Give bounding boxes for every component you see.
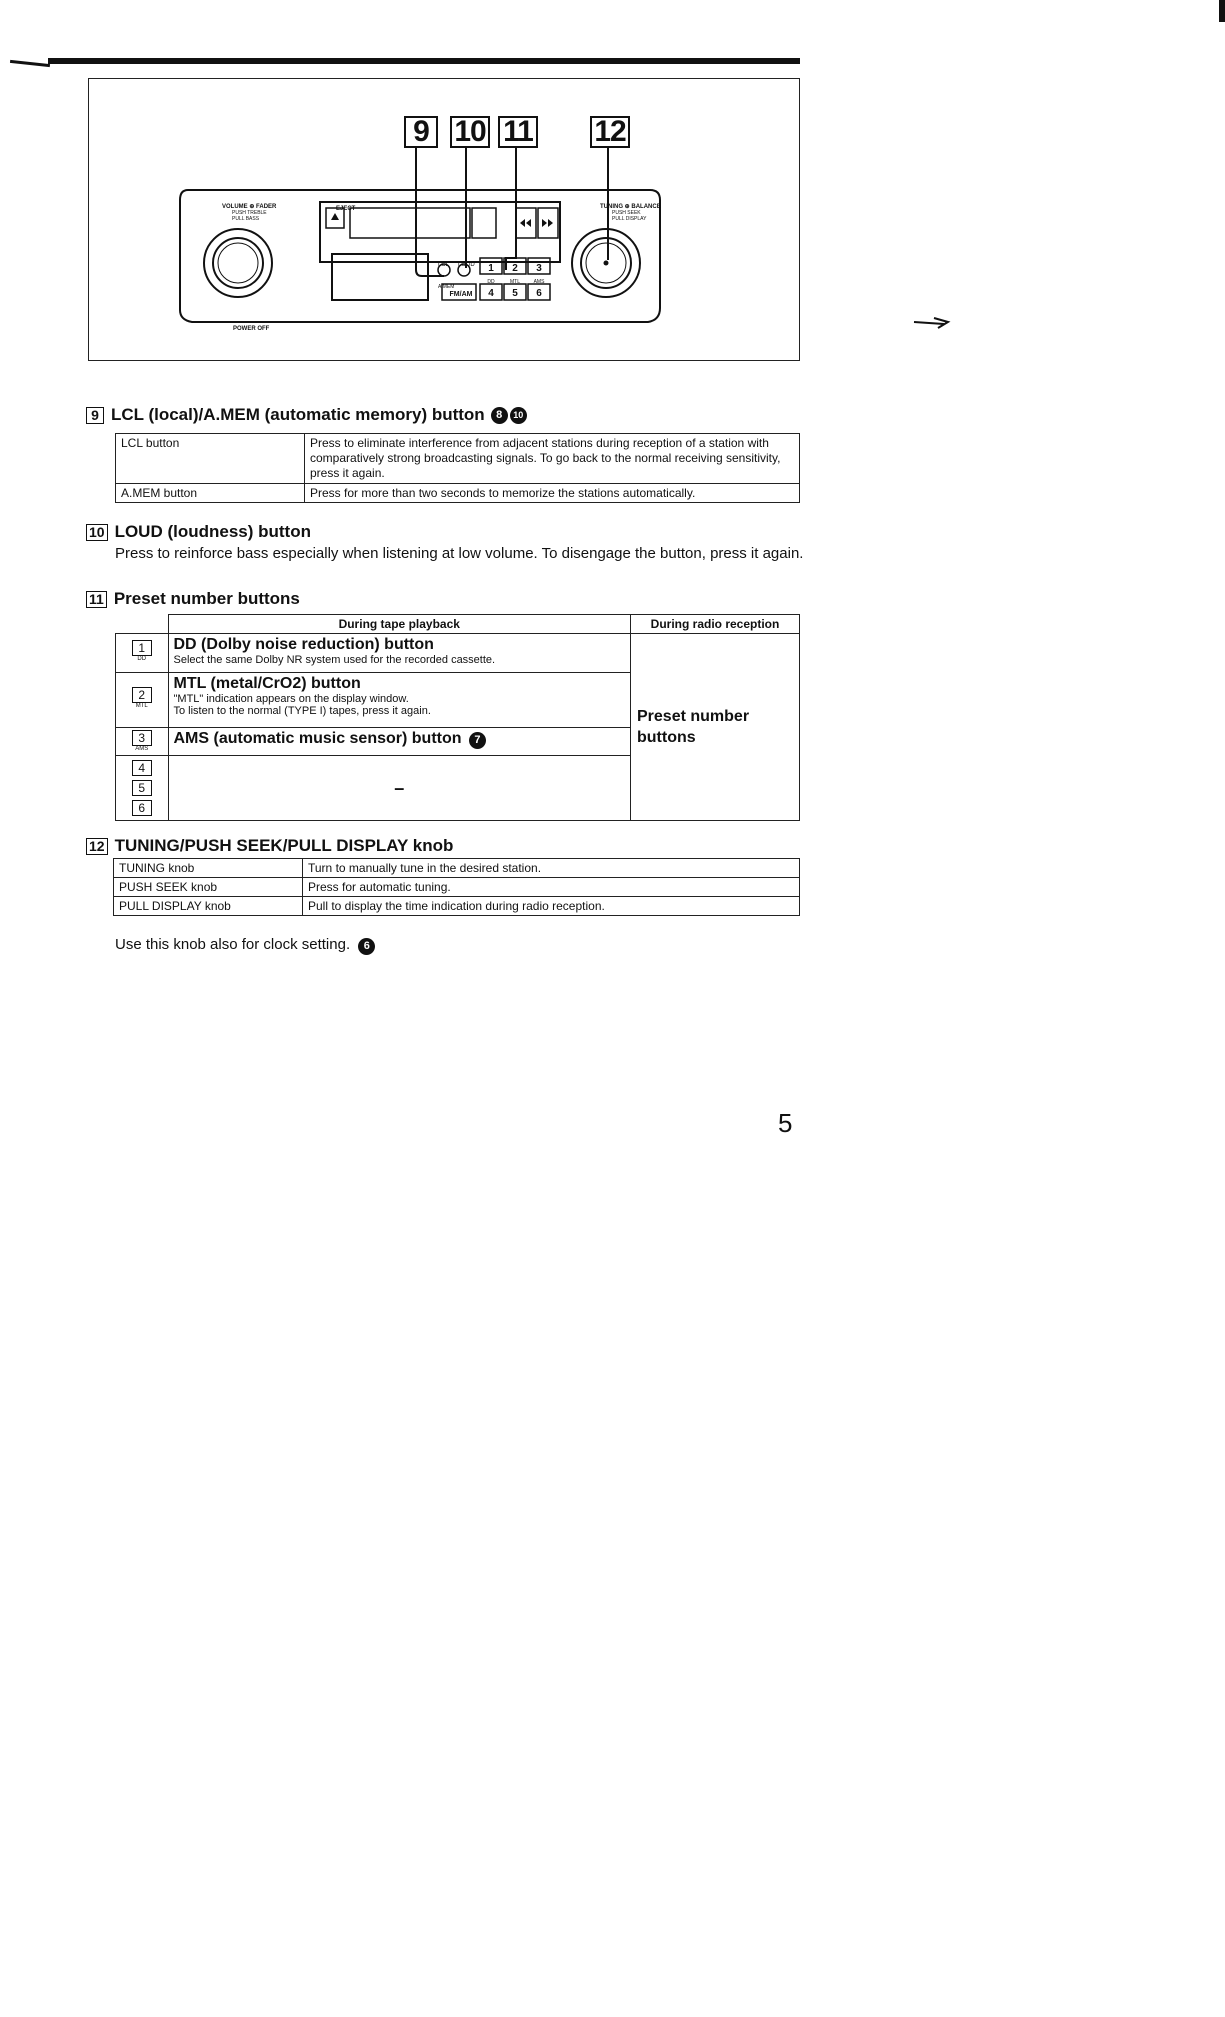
push-seek-label: PUSH SEEK knob (114, 878, 303, 897)
label-amem: A.MEM (438, 284, 455, 290)
col-tape-header: During tape playback (168, 615, 631, 634)
pull-display-desc: Pull to display the time indication during radio reception. (303, 897, 800, 916)
page-number: 5 (778, 1108, 793, 1138)
table-row (114, 859, 800, 878)
lcl-button-desc: Press to eliminate interference from adjacent stations during reception of a station with comparatively strong broadcasting signals. To go back to the normal receiving sensitivity, press it again. (305, 434, 800, 484)
section-11-heading (86, 589, 300, 609)
key-3-icon: 3 (132, 730, 152, 746)
clock-setting-note: Use this knob also for clock setting. (115, 936, 351, 953)
lcl-button-label: LCL button (116, 434, 305, 484)
section-11-number: 11 (86, 591, 107, 608)
ref-7-icon: 7 (469, 732, 486, 749)
table-row (116, 634, 800, 673)
section-12-number: 12 (86, 838, 108, 855)
push-seek-desc: Press for automatic tuning. (303, 878, 800, 897)
preset-4-label: 4 (488, 288, 494, 299)
ref-6-icon: 6 (358, 938, 375, 955)
amem-button-label: A.MEM button (116, 484, 305, 503)
table-row (114, 897, 800, 916)
section-9-heading (86, 405, 527, 425)
preset-1-sub: DD (487, 279, 495, 285)
top-rule (48, 58, 800, 64)
section-10-number: 10 (86, 524, 108, 541)
section-10-title: LOUD (loudness) button (114, 522, 311, 541)
label-eject: EJECT (336, 206, 356, 212)
preset-1-label: 1 (488, 263, 494, 274)
callout-11: 11 (498, 116, 538, 148)
preset-5-label: 5 (512, 288, 518, 299)
section-12-title: TUNING/PUSH SEEK/PULL DISPLAY knob (114, 836, 454, 855)
scan-mark (912, 312, 962, 332)
right-edge-mark (1219, 0, 1225, 22)
key-3-sub: AMS (135, 746, 149, 752)
key-1-icon: 1 (132, 640, 152, 656)
table-row (114, 878, 800, 897)
section-10-text: Press to reinforce bass especially when listening at low volume. To disengage the button, press it again. (115, 545, 804, 562)
top-rule-tail (10, 60, 50, 67)
callout-10: 10 (450, 116, 490, 148)
key-6-icon: 6 (132, 800, 152, 816)
section-11-title: Preset number buttons (113, 589, 300, 608)
label-power-off: POWER OFF (233, 326, 270, 332)
col-radio-header: During radio reception (631, 615, 800, 634)
table-row (116, 484, 800, 503)
section-12-heading (86, 836, 453, 856)
section-9-table (115, 433, 800, 503)
section-10-heading (86, 522, 311, 542)
mtl-desc-2: To listen to the normal (TYPE I) tapes, press it again. (173, 705, 431, 717)
key-2-sub: MTL (135, 703, 148, 709)
dolby-desc: Select the same Dolby NR system used for the recorded cassette. (173, 654, 496, 666)
car-stereo-diagram (88, 78, 800, 361)
section-12-note (115, 935, 375, 955)
label-loud: LOUD (458, 262, 475, 268)
key-5-icon: 5 (132, 780, 152, 796)
label-volume-fader: VOLUME ⊕ FADER (222, 204, 277, 210)
preset-6-label: 6 (536, 288, 542, 299)
pull-display-label: PULL DISPLAY knob (114, 897, 303, 916)
callout-12: 12 (590, 116, 630, 148)
key-1-sub: DD (137, 656, 147, 662)
callout-9: 9 (404, 116, 438, 148)
label-push-seek-pull-display: PUSH SEEK PULL DISPLAY (612, 210, 647, 222)
label-fmam: FM/AM (449, 291, 473, 298)
preset-2-label: 2 (512, 263, 518, 274)
ref-8-icon: 8 (491, 407, 508, 424)
preset-2-sub: MTL (510, 279, 520, 285)
key-4-icon: 4 (132, 760, 152, 776)
radio-preset-cell: Preset number buttons (637, 708, 750, 746)
label-lcl: LCL (438, 262, 450, 268)
section-9-title: LCL (local)/A.MEM (automatic memory) button (111, 405, 485, 424)
label-push-treble-pull-bass: PUSH TREBLE PULL BASS (232, 210, 267, 222)
key-2-icon: 2 (132, 687, 152, 703)
dolby-title: DD (Dolby noise reduction) button (173, 636, 434, 653)
section-9-number: 9 (86, 407, 104, 424)
preset-3-sub: AMS (533, 279, 545, 285)
mtl-title: MTL (metal/CrO2) button (173, 675, 361, 692)
label-tuning-balance: TUNING ⊕ BALANCE (600, 204, 661, 210)
amem-button-desc: Press for more than two seconds to memorize the stations automatically. (305, 484, 800, 503)
tuning-knob-desc: Turn to manually tune in the desired station. (303, 859, 800, 878)
tuning-knob-label: TUNING knob (114, 859, 303, 878)
table-header-row (116, 615, 800, 634)
section-11-table (115, 614, 800, 821)
ref-10-icon: 10 (510, 407, 527, 424)
table-row (116, 434, 800, 484)
mtl-desc-1: "MTL" indication appears on the display window. (173, 693, 409, 705)
preset-3-label: 3 (536, 263, 542, 274)
section-12-table (113, 858, 800, 916)
ams-title: AMS (automatic music sensor) button (173, 730, 462, 747)
keys-4-6-text: – (168, 756, 631, 821)
